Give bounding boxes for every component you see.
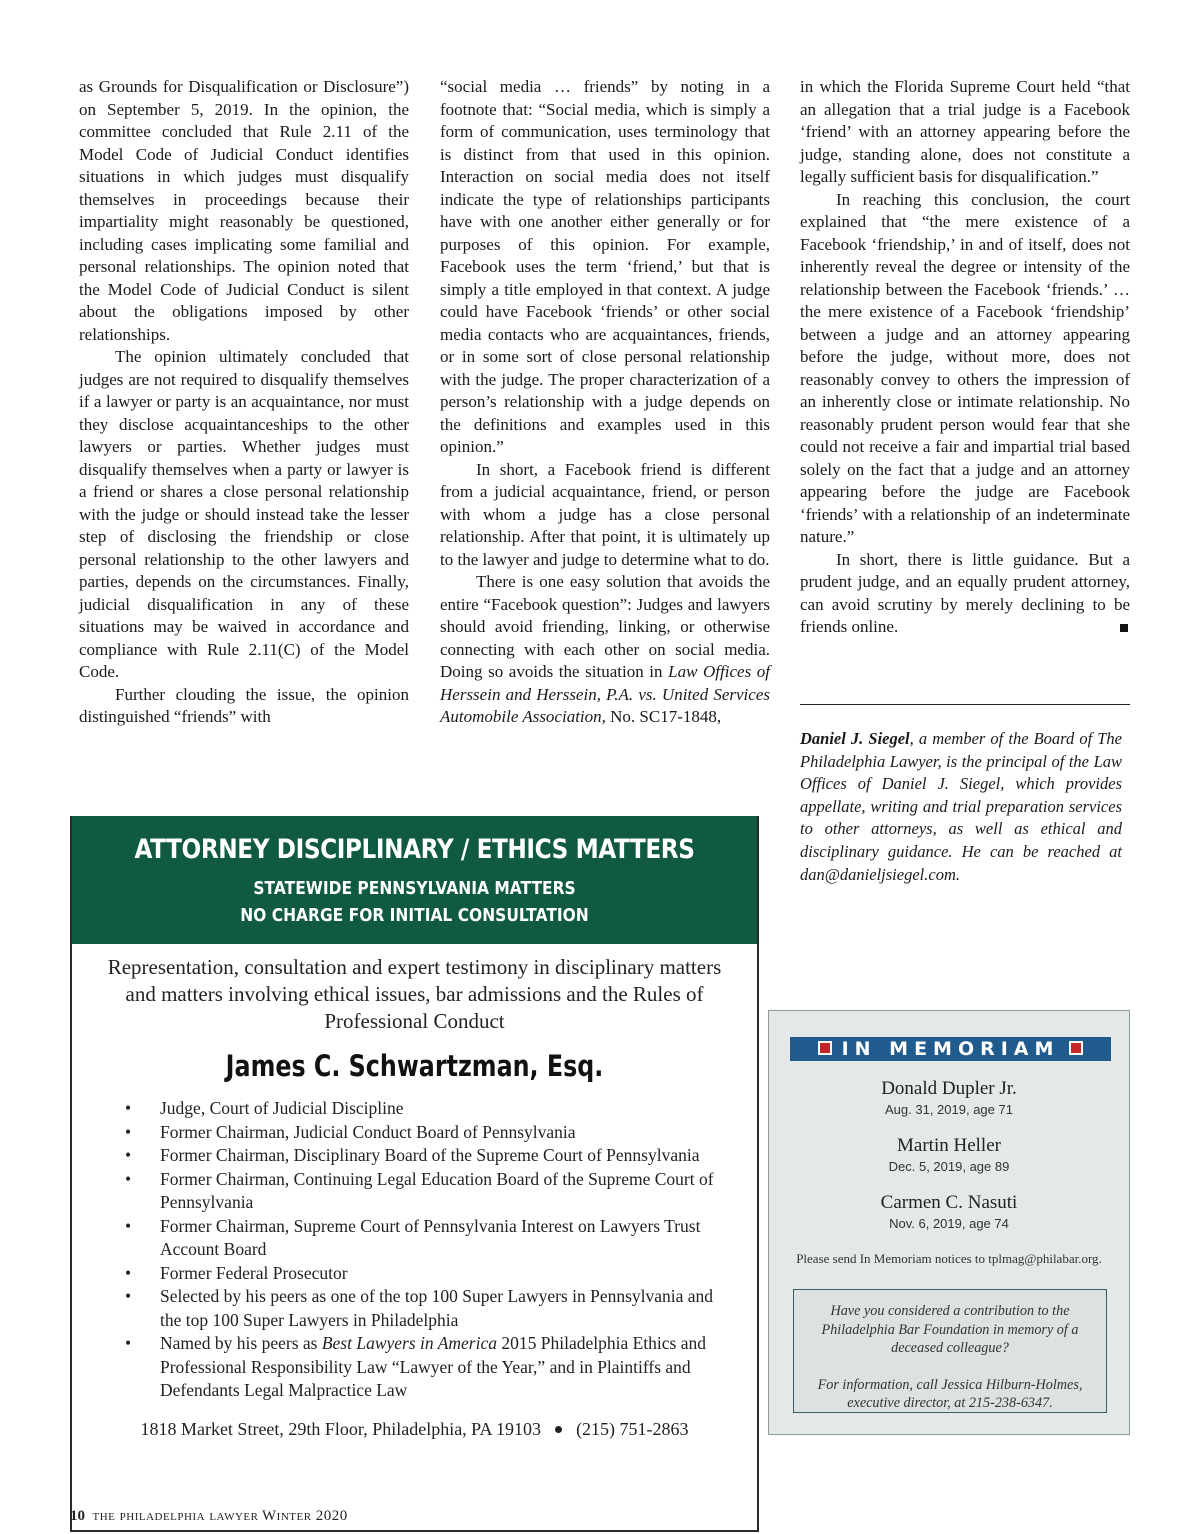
paragraph: The opinion ultimately concluded that judges are not required to disqualify themselves if a lawyer or party is an acquaintance, nor must they disclose acquaintanceships to the other lawyers or parties. Whether judges must disqualify themselves when a party or lawyer is a friend or shares a close personal relationship with the judge or should instead take the lesser step of disclosing the friendship or close personal relationship to the other lawyers and parties, depends on the circumstances. Finally, judicial disqualification in any of these situations may be waived in accordance and compliance with Rule 2.11(C) of the Model Code.: [79, 347, 409, 681]
memoriam-send-notice: Please send In Memoriam notices to tplmag@philabar.org.: [796, 1251, 1102, 1266]
memoriam-entries: [769, 1077, 1129, 1248]
list-item: • Selected by his peers as one of the top 100 Super Lawyers in Pennsylvania and the top 100 Super Lawyers in Philadelphia: [140, 1285, 737, 1332]
text-run: , No. SC17-1848,: [601, 707, 722, 726]
ad-address: 1818 Market Street, 29th Floor, Philadelphia, PA 19103: [140, 1418, 542, 1439]
paragraph: Further clouding the issue, the opinion distinguished “friends” with: [79, 684, 409, 726]
ad-headline: ATTORNEY DISCIPLINARY / ETHICS MATTERS: [134, 834, 695, 865]
text-run: There is one easy solution that avoids the entire “Facebook question”: Judges and lawyers should avoid friending, linking, or otherwise connecting with each other on social media. Doing so avoids the situation in: [440, 572, 770, 681]
paragraph: “social media … friends” by noting in a footnote that: “Social media, which is simply a form of communication, uses terminology that is distinct from that used in this opinion. Interaction on social media does not itself indicate the type of relationships participants have with one another either generally or for purposes of this opinion. For example, Facebook uses the term ‘friend,’ but that is simply a title employed in that context. A judge could have Facebook ‘friends’ or other social media contacts who are acquaintances, friends, or in some sort of close personal relationship with the judge. The proper characterization of a person’s relationship with a judge depends on the definitions and examples used in this opinion.”: [440, 77, 770, 456]
square-icon: [818, 1041, 832, 1055]
memoriam-name: Carmen C. Nasuti: [880, 1192, 1018, 1213]
end-mark-icon: [1120, 624, 1128, 632]
list-item: [140, 1332, 737, 1403]
bullet-icon: [555, 1426, 562, 1433]
ad-phone: (215) 751-2863: [576, 1418, 689, 1439]
memoriam-info: Aug. 31, 2019, age 71: [885, 1102, 1013, 1117]
text-run: In short, there is little guidance. But a prudent judge, and an equally prudent attorney, can avoid scrutiny by merely declining to be friends online.: [800, 549, 1130, 636]
page-number: 10: [70, 1508, 85, 1524]
article-column-3: [800, 76, 1130, 639]
ad-contact: [92, 1419, 737, 1440]
foundation-box: [793, 1289, 1107, 1413]
article-column-2: [440, 76, 770, 729]
memoriam-info: Nov. 6, 2019, age 74: [889, 1216, 1009, 1231]
advertisement: [70, 816, 759, 1532]
ad-sub2: NO CHARGE FOR INITIAL CONSULTATION: [240, 905, 589, 926]
divider: [800, 704, 1130, 705]
publication-name: the philadelphia lawyer: [92, 1508, 259, 1524]
paragraph: as Grounds for Disqualification or Disclosure”) on September 5, 2019. In the opinion, the committee concluded that Rule 2.11 of the Model Code of Judicial Conduct identifies situations in which judges must disqualify themselves in proceedings because their impartiality might reasonably be questioned, including cases implicating some familial and personal relationships. The opinion noted that the Model Code of Judicial Conduct is silent about the obligations imposed by other relationships.: [79, 77, 409, 344]
case-name: Law Offices of Herssein and Herssein, P.A. vs. United Services Automobile Association: [440, 662, 771, 726]
ad-body: [72, 954, 757, 1440]
memoriam-name: Martin Heller: [897, 1135, 1001, 1156]
paragraph: In short, a Facebook friend is different from a judicial acquaintance, friend, or person with whom a judge has a close personal relationship. After that point, it is ultimately up to the lawyer and judge to determine what to do.: [440, 459, 770, 569]
foundation-question: Have you considered a contribution to the Philadelphia Bar Foundation in memory of a deceased colleague?: [821, 1303, 1079, 1356]
text-run: Named by his peers as: [160, 1333, 322, 1353]
memoriam-box: [768, 1010, 1130, 1435]
ad-sub1: STATEWIDE PENNSYLVANIA MATTERS: [253, 878, 576, 899]
ad-subheadline: [120, 875, 709, 929]
memoriam-name: Donald Dupler Jr.: [881, 1078, 1017, 1099]
memoriam-title: IN MEMORIAM: [841, 1038, 1060, 1060]
paragraph: [800, 549, 1130, 639]
article-column-1: [79, 76, 409, 729]
author-bio: [800, 728, 1122, 886]
credentials-list: [92, 1097, 737, 1403]
bio-text: , a member of the Board of The Philadelphia Lawyer, is the principal of the Law Offices of Daniel J. Siegel, which provides appellate, writing and trial preparation services to other attorneys, as well as ethical and disciplinary guidance. He can be reached at dan@danieljsiegel.com.: [800, 729, 1122, 884]
memoriam-title-bar: [790, 1037, 1111, 1061]
ad-intro: Representation, consultation and expert testimony in disciplinary matters and matters involving ethical issues, bar admissions and the Rules of Professional Conduct: [107, 955, 722, 1033]
ad-attorney-name: James C. Schwartzman, Esq.: [225, 1049, 604, 1083]
author-name: Daniel J. Siegel: [800, 729, 910, 748]
list-item: • Former Chairman, Continuing Legal Education Board of the Supreme Court of Pennsylvania: [140, 1168, 737, 1215]
issue-name: Winter 2020: [262, 1508, 348, 1524]
paragraph: in which the Florida Supreme Court held “that an allegation that a trial judge is a Facebook ‘friend’ with an attorney appearing before the judge, standing alone, does not constitute a legally sufficient basis for disqualification.”: [800, 77, 1130, 186]
list-item: • Former Chairman, Supreme Court of Pennsylvania Interest on Lawyers Trust Account Board: [140, 1215, 737, 1262]
paragraph: In reaching this conclusion, the court explained that “the mere existence of a Facebook ‘friendship,’ in and of itself, does not inherently reveal the degree or intensity of the relationship between the Facebook ‘friends.’ … the mere existence of a Facebook ‘friendship’ between a judge and an attorney appearing before the judge, without more, does not reasonably convey to others the impression of an inherently close or intimate relationship. No reasonably prudent person would fear that she could not receive a fair and impartial trial based solely on the fact that a judge and an attorney appearing before the judge are Facebook ‘friends’ with a relationship of an indeterminate nature.”: [800, 189, 1130, 546]
publication-name: Best Lawyers in America: [321, 1333, 497, 1353]
text-run: 2015 Philadelphia Ethics and Professional Responsibility Law “Lawyer of the Year,” and in Plaintiffs and Defendants Legal Malpractice Law: [160, 1333, 706, 1400]
list-item: • Former Federal Prosecutor: [140, 1262, 737, 1286]
square-icon: [1069, 1041, 1083, 1055]
list-item: • Former Chairman, Judicial Conduct Board of Pennsylvania: [140, 1121, 737, 1145]
memoriam-info: Dec. 5, 2019, age 89: [888, 1159, 1010, 1174]
list-item: • Judge, Court of Judicial Discipline: [140, 1097, 737, 1121]
list-item: • Former Chairman, Disciplinary Board of the Supreme Court of Pennsylvania: [140, 1144, 737, 1168]
ad-header: [72, 816, 757, 944]
foundation-contact: For information, call Jessica Hilburn-Holmes, executive director, at 215-238-6347.: [817, 1376, 1083, 1411]
paragraph: [440, 571, 770, 729]
page-footer: [70, 1508, 348, 1525]
